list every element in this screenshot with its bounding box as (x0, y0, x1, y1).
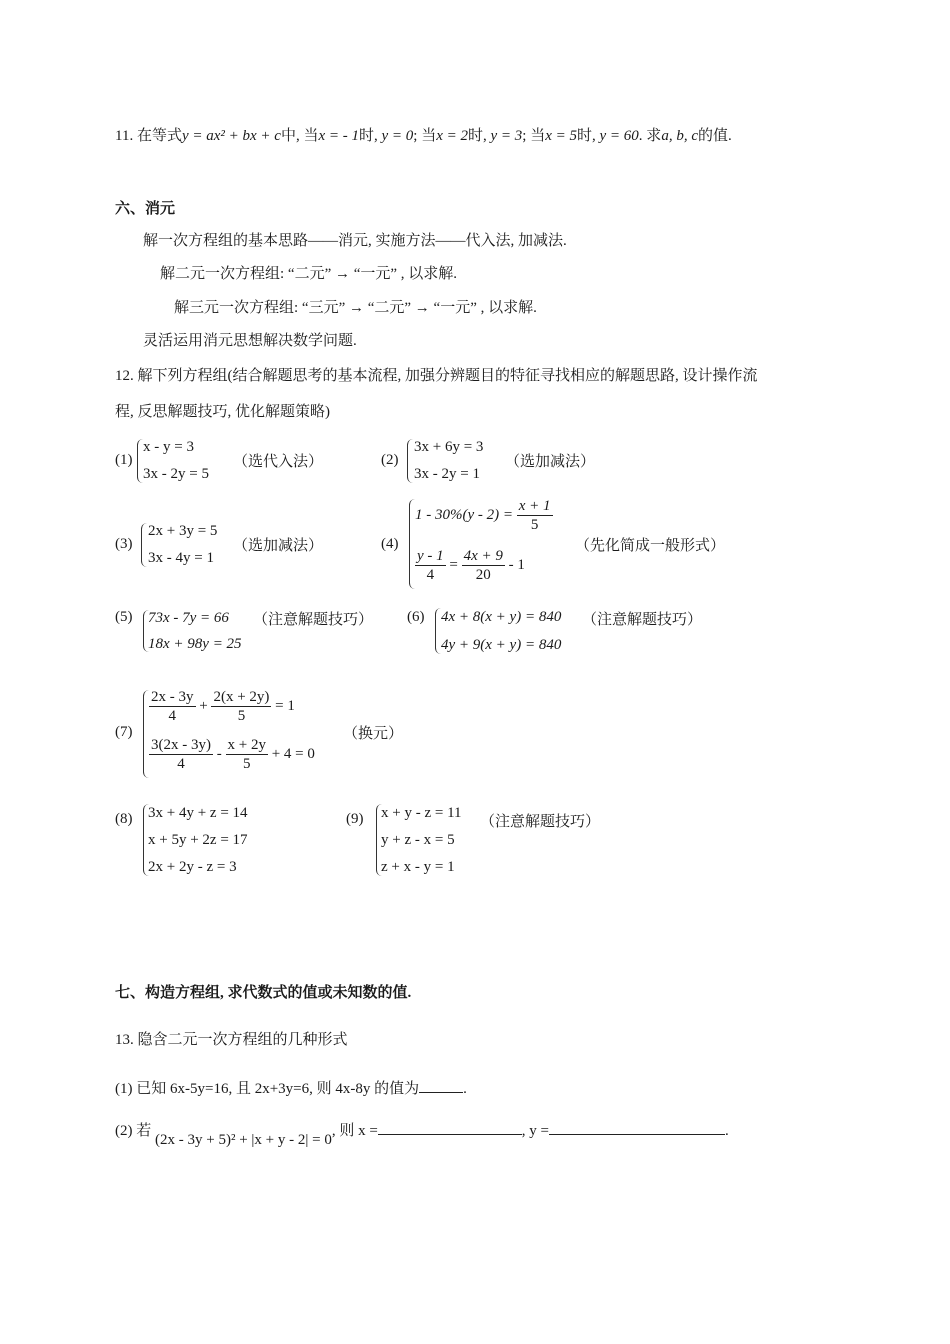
q11-text: 时, (359, 128, 378, 144)
answer-blank-y[interactable] (549, 1119, 725, 1135)
numerator: 3(2x - 3y) (151, 737, 211, 753)
system-3-eq-1: 2x + 3y = 5 (148, 523, 218, 539)
q11-cond1: x = - 1 (318, 128, 359, 144)
system-5 (115, 608, 405, 656)
system-7-eq-2-right: + 4 = 0 (271, 745, 315, 762)
system-7-eq-2 (149, 736, 315, 773)
system-3 (115, 521, 375, 571)
system-1-note: （选代入法） (233, 454, 324, 470)
system-4-eq-1-left: 1 - 30%(y - 2) = (415, 506, 514, 523)
system-8-eq-1: 3x + 4y + z = 14 (148, 805, 248, 821)
q13-part-2-equation: (2x - 3y + 5)² + |x + y - 2| = 0 (155, 1132, 332, 1148)
q11-text: ; 当 (413, 128, 437, 144)
system-1-eq-1: x - y = 3 (143, 439, 194, 455)
system-8-eq-3: 2x + 2y - z = 3 (148, 859, 237, 875)
q11-line (115, 126, 732, 146)
system-3-note: （选加减法） (233, 538, 324, 554)
system-4-eq-2-tail: - 1 (508, 556, 525, 573)
answer-blank-x[interactable] (378, 1119, 522, 1135)
system-8-eq-2: x + 5y + 2z = 17 (148, 832, 248, 848)
system-9-number: (9) (346, 811, 364, 827)
denominator: 20 (475, 567, 491, 583)
system-3-eq-2: 3x - 4y = 1 (148, 550, 214, 566)
q11-val2: y = 3 (490, 128, 523, 144)
system-1-eq-2: 3x - 2y = 5 (143, 466, 209, 482)
q11-cond3: x = 5 (545, 128, 577, 144)
minus-sign: - (216, 745, 222, 762)
system-2-number: (2) (381, 452, 399, 468)
system-6 (407, 606, 737, 658)
numerator: x + 2y (227, 737, 266, 753)
system-7-note: （换元） (343, 726, 404, 742)
period: . (463, 1081, 467, 1097)
system-7-eq-1 (149, 688, 295, 725)
q13-part-1 (115, 1077, 467, 1099)
system-4-eq-1 (415, 497, 553, 534)
system-2-eq-1: 3x + 6y = 3 (414, 439, 484, 455)
system-7 (115, 688, 415, 782)
q11-text: 的值. (697, 128, 732, 144)
section-6-line-1: 解一次方程组的基本思路——消元, 实施方法——代入法, 加减法. (143, 233, 567, 249)
system-6-eq-1: 4x + 8(x + y) = 840 (441, 609, 562, 625)
fraction (149, 736, 213, 773)
denominator: 5 (237, 708, 246, 724)
system-9-eq-2: y + z - x = 5 (381, 832, 455, 848)
numerator: x + 1 (518, 498, 551, 514)
system-2-brace (407, 439, 414, 483)
q11-prefix: 11. 在等式 (115, 128, 182, 144)
system-1-number: (1) (115, 452, 133, 468)
system-9 (346, 802, 666, 880)
fraction (211, 688, 271, 725)
system-3-brace (141, 523, 148, 567)
q11-equation: y = ax² + bx + c (181, 128, 281, 144)
system-5-eq-1: 73x - 7y = 66 (148, 610, 229, 626)
q11-text: ; 当 (522, 128, 546, 144)
system-4-eq-2 (415, 547, 525, 584)
q13-title: 13. 隐含二元一次方程组的几种形式 (115, 1032, 348, 1048)
system-9-eq-1: x + y - z = 11 (381, 805, 462, 821)
q13-part-2-prefix: (2) 若 (115, 1123, 152, 1139)
section-6-line-2: 解二元一次方程组: “二元” → “一元” , 以求解. (160, 266, 458, 282)
system-6-note: （注意解题技巧） (582, 612, 703, 628)
system-8-number: (8) (115, 811, 133, 827)
denominator: 4 (426, 567, 435, 583)
fraction (517, 497, 553, 534)
system-4-note: （先化简成一般形式） (575, 538, 726, 554)
q11-val1: y = 0 (381, 128, 414, 144)
system-5-eq-2: 18x + 98y = 25 (148, 636, 242, 652)
q12-line-2: 程, 反思解题技巧, 优化解题策略) (115, 404, 330, 420)
q11-text: 时, (468, 128, 487, 144)
fraction (226, 736, 268, 773)
numerator: 2x - 3y (151, 689, 194, 705)
system-2-eq-2: 3x - 2y = 1 (414, 466, 480, 482)
section-6-line-4: 灵活运用消元思想解决数学问题. (143, 333, 357, 349)
system-7-number: (7) (115, 724, 133, 740)
system-7-eq-1-right: = 1 (275, 697, 295, 714)
system-8 (115, 802, 335, 880)
system-3-number: (3) (115, 536, 133, 552)
system-4-number: (4) (381, 536, 399, 552)
denominator: 5 (242, 756, 251, 772)
q12-line-1: 12. 解下列方程组(结合解题思考的基本流程, 加强分辨题目的特征寻找相应的解题思路, 设计操作流 (115, 368, 758, 384)
numerator: 4x + 9 (463, 548, 503, 564)
system-9-note: （注意解题技巧） (480, 814, 601, 830)
system-9-eq-3: z + x - y = 1 (381, 859, 455, 875)
system-4 (381, 497, 761, 593)
period: . (725, 1123, 729, 1139)
plus-sign: + (199, 697, 208, 714)
numerator: 2(x + 2y) (213, 689, 270, 705)
section-6-line-3: 解三元一次方程组: “三元” → “二元” → “一元” , 以求解. (174, 300, 537, 316)
system-5-number: (5) (115, 609, 133, 625)
q11-text: 中, 当 (280, 128, 319, 144)
system-5-note: （注意解题技巧） (253, 612, 374, 628)
q11-cond2: x = 2 (436, 128, 468, 144)
q13-part-2-y-label: , y = (521, 1123, 550, 1139)
q13-part-1-text: (1) 已知 6x-5y=16, 且 2x+3y=6, 则 4x-8y 的值为 (115, 1081, 420, 1097)
q11-val3: y = 60 (599, 128, 639, 144)
denominator: 4 (168, 708, 176, 724)
denominator: 4 (177, 756, 185, 772)
system-6-number: (6) (407, 609, 425, 625)
system-2 (381, 437, 611, 487)
section-7-title: 七、构造方程组, 求代数式的值或未知数的值. (115, 985, 412, 1001)
q11-vars: a, b, c (661, 128, 698, 144)
q13-part-2-x-label: , 则 x = (331, 1123, 378, 1139)
answer-blank[interactable] (419, 1077, 463, 1093)
section-6-title: 六、消元 (115, 201, 176, 217)
system-6-eq-2: 4y + 9(x + y) = 840 (441, 637, 562, 653)
denominator: 5 (530, 517, 539, 533)
q13-part-2 (115, 1119, 729, 1148)
system-1 (115, 437, 375, 487)
fraction (415, 547, 446, 584)
system-2-note: （选加减法） (505, 454, 596, 470)
numerator: y - 1 (417, 548, 444, 564)
fraction (149, 688, 196, 725)
equals-sign: = (449, 556, 458, 573)
q11-text: 时, (577, 128, 596, 144)
fraction (462, 547, 505, 584)
q11-text: . 求 (638, 128, 662, 144)
